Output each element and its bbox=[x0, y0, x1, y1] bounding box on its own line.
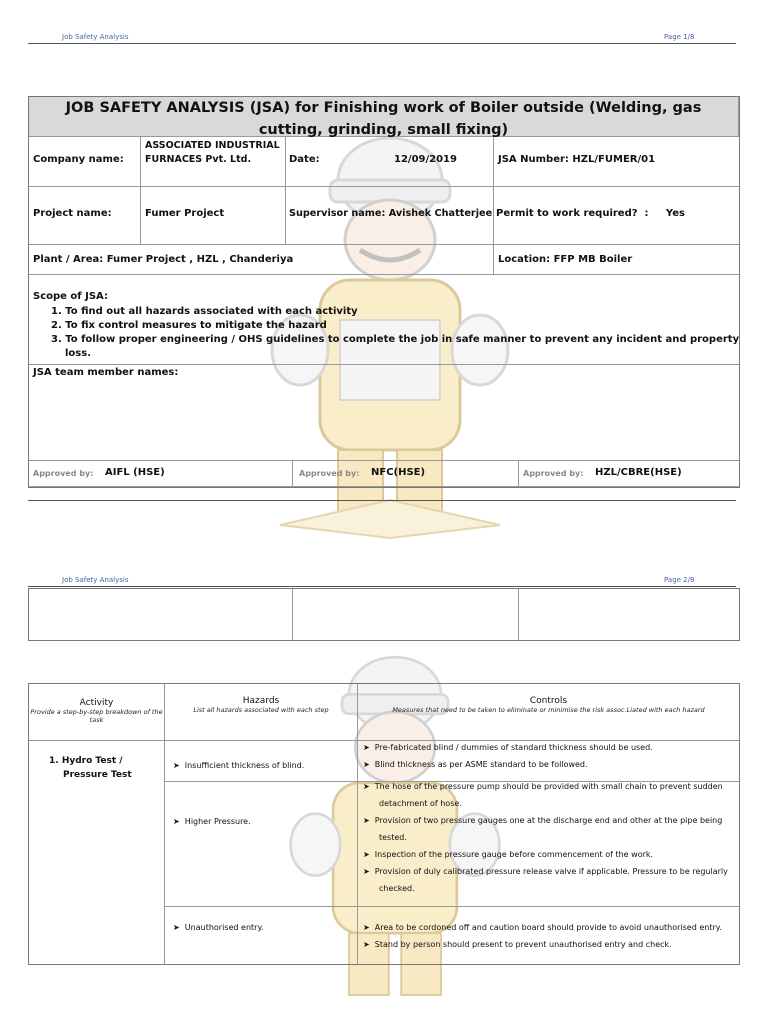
date-label: Date: bbox=[289, 154, 320, 165]
scope-item: 1. To find out all hazards associated with each activity bbox=[51, 306, 358, 317]
approver-1: AIFL (HSE) bbox=[105, 467, 165, 478]
page1-header-rule bbox=[28, 43, 736, 44]
control-item bbox=[363, 919, 737, 936]
project-label: Project name: bbox=[33, 208, 112, 219]
team-cell bbox=[29, 365, 739, 461]
supervisor-name: Supervisor name: Avishek Chatterjee bbox=[289, 208, 493, 219]
controls-group-2 bbox=[363, 778, 737, 897]
jsa-steps-table bbox=[28, 683, 740, 965]
hazard-item bbox=[173, 761, 304, 770]
activity-step-1: 1. Hydro Test / bbox=[49, 756, 123, 766]
bullet-arrow-icon: ➤ bbox=[363, 782, 370, 791]
jsa-number: JSA Number: HZL/FUMER/01 bbox=[498, 154, 656, 165]
approved-by-label: Approved by: bbox=[523, 469, 584, 478]
bullet-arrow-icon: ➤ bbox=[173, 923, 180, 932]
control-text: Blind thickness as per ASME standard to be followed. bbox=[374, 760, 588, 769]
bullet-arrow-icon: ➤ bbox=[363, 923, 370, 932]
date-cell bbox=[286, 137, 494, 187]
control-item bbox=[363, 812, 737, 829]
jsa-number-cell bbox=[494, 137, 739, 187]
control-text: The hose of the pressure pump should be provided with small chain to prevent sudden bbox=[374, 782, 723, 791]
control-item bbox=[363, 936, 737, 953]
jsa-summary-table bbox=[28, 96, 740, 488]
project-label-cell bbox=[29, 187, 141, 245]
bullet-arrow-icon: ➤ bbox=[363, 760, 370, 769]
company-value-cell bbox=[141, 137, 286, 187]
control-item-continued: checked. bbox=[379, 884, 415, 893]
page2-approval-table bbox=[28, 588, 740, 641]
approval-cell-3 bbox=[519, 461, 739, 487]
approved-by-label: Approved by: bbox=[299, 469, 360, 478]
control-text: Area to be cordoned off and caution board should provide to avoid unauthorised entry. bbox=[374, 923, 722, 932]
hazard-text: Unauthorised entry. bbox=[184, 923, 264, 932]
hazards-subheading: List all hazards associated with each step bbox=[193, 706, 329, 714]
plant-area: Plant / Area: Fumer Project , HZL , Chanderiya bbox=[33, 254, 294, 265]
permit-cell bbox=[494, 187, 739, 245]
activity-subheading: Provide a step-by-step breakdown of the task bbox=[30, 708, 163, 724]
page1-header-title: Job Safety Analysis bbox=[62, 33, 129, 41]
scope-item: 2. To fix control measures to mitigate the hazard bbox=[51, 320, 327, 331]
column-divider bbox=[357, 684, 358, 964]
approved-by-label: Approved by: bbox=[33, 469, 94, 478]
page1-page-number: Page 1/8 bbox=[664, 33, 695, 41]
page1-footer-rule bbox=[28, 500, 736, 501]
bullet-arrow-icon: ➤ bbox=[363, 743, 370, 752]
scope-cell bbox=[29, 275, 739, 365]
hazard-text: Higher Pressure. bbox=[184, 817, 251, 826]
bullet-arrow-icon: ➤ bbox=[363, 940, 370, 949]
hazards-heading: Hazards bbox=[242, 696, 280, 706]
control-text: Provision of two pressure gauges one at the discharge end and other at the pipe being bbox=[374, 816, 723, 825]
hazard-item bbox=[173, 923, 264, 932]
bullet-arrow-icon: ➤ bbox=[363, 816, 370, 825]
hazard-item bbox=[173, 817, 251, 826]
controls-subheading: Measures that need to be taken to eliminate or minimise the risk assoc.Liated with each hazard bbox=[392, 706, 705, 714]
company-label: Company name: bbox=[33, 154, 124, 165]
controls-group-3 bbox=[363, 919, 737, 953]
control-item bbox=[363, 756, 737, 773]
jsa-title-row bbox=[29, 97, 739, 137]
control-text: Provision of duly calibrated pressure release valve if applicable. Pressure to be regularly bbox=[374, 867, 728, 876]
approval-cell-2 bbox=[293, 461, 519, 487]
control-item bbox=[363, 778, 737, 795]
approver-3: HZL/CBRE(HSE) bbox=[595, 467, 682, 478]
column-divider bbox=[518, 589, 519, 640]
scope-title: Scope of JSA: bbox=[33, 291, 108, 302]
supervisor-cell bbox=[286, 187, 494, 245]
column-divider bbox=[292, 589, 293, 640]
location-cell bbox=[494, 245, 739, 275]
bullet-arrow-icon: ➤ bbox=[173, 817, 180, 826]
team-label: JSA team member names: bbox=[33, 367, 179, 378]
project-value: Fumer Project bbox=[145, 208, 225, 219]
page2-header-title: Job Safety Analysis bbox=[62, 576, 129, 584]
page2-header-rule bbox=[28, 586, 736, 587]
control-text: Pre-fabricated blind / dummies of standard thickness should be used. bbox=[374, 743, 653, 752]
company-label-cell bbox=[29, 137, 141, 187]
controls-heading: Controls bbox=[529, 696, 568, 706]
plant-cell bbox=[29, 245, 494, 275]
control-item bbox=[363, 846, 737, 863]
bullet-arrow-icon: ➤ bbox=[173, 761, 180, 770]
activity-header bbox=[29, 698, 164, 724]
hazard-text: Insufficient thickness of blind. bbox=[184, 761, 305, 770]
company-value: ASSOCIATED INDUSTRIAL FURNACES Pvt. Ltd. bbox=[145, 140, 280, 165]
control-text: Stand by person should present to prevent unauthorised entry and check. bbox=[374, 940, 672, 949]
approval-cell-1 bbox=[29, 461, 293, 487]
jsa-title: JOB SAFETY ANALYSIS (JSA) for Finishing work of Boiler outside (Welding, gas cutting, grinding, small fixing) bbox=[65, 100, 702, 138]
page2-page-number: Page 2/8 bbox=[664, 576, 695, 584]
permit-required: Permit to work required? : Yes bbox=[496, 208, 685, 219]
project-value-cell bbox=[141, 187, 286, 245]
control-text: Inspection of the pressure gauge before commencement of the work. bbox=[374, 850, 654, 859]
bullet-arrow-icon: ➤ bbox=[363, 850, 370, 859]
controls-header bbox=[358, 696, 739, 714]
column-divider bbox=[164, 684, 165, 964]
activity-heading: Activity bbox=[79, 698, 114, 708]
approver-2: NFC(HSE) bbox=[371, 467, 426, 478]
control-item bbox=[363, 863, 737, 880]
activity-step-1-continued: Pressure Test bbox=[63, 770, 132, 780]
date-value: 12/09/2019 bbox=[394, 154, 457, 165]
control-item-continued: detachment of hose. bbox=[379, 799, 462, 808]
bullet-arrow-icon: ➤ bbox=[363, 867, 370, 876]
location: Location: FFP MB Boiler bbox=[498, 254, 633, 265]
control-item-continued: tested. bbox=[379, 833, 407, 842]
controls-group-1 bbox=[363, 739, 737, 773]
row-divider bbox=[164, 906, 739, 907]
hazards-header bbox=[165, 696, 357, 714]
scope-item: 3. To follow proper engineering / OHS guidelines to complete the job in safe manner to prevent any incident and property bbox=[51, 334, 740, 345]
scope-item-continued: loss. bbox=[65, 348, 92, 359]
control-item bbox=[363, 739, 737, 756]
